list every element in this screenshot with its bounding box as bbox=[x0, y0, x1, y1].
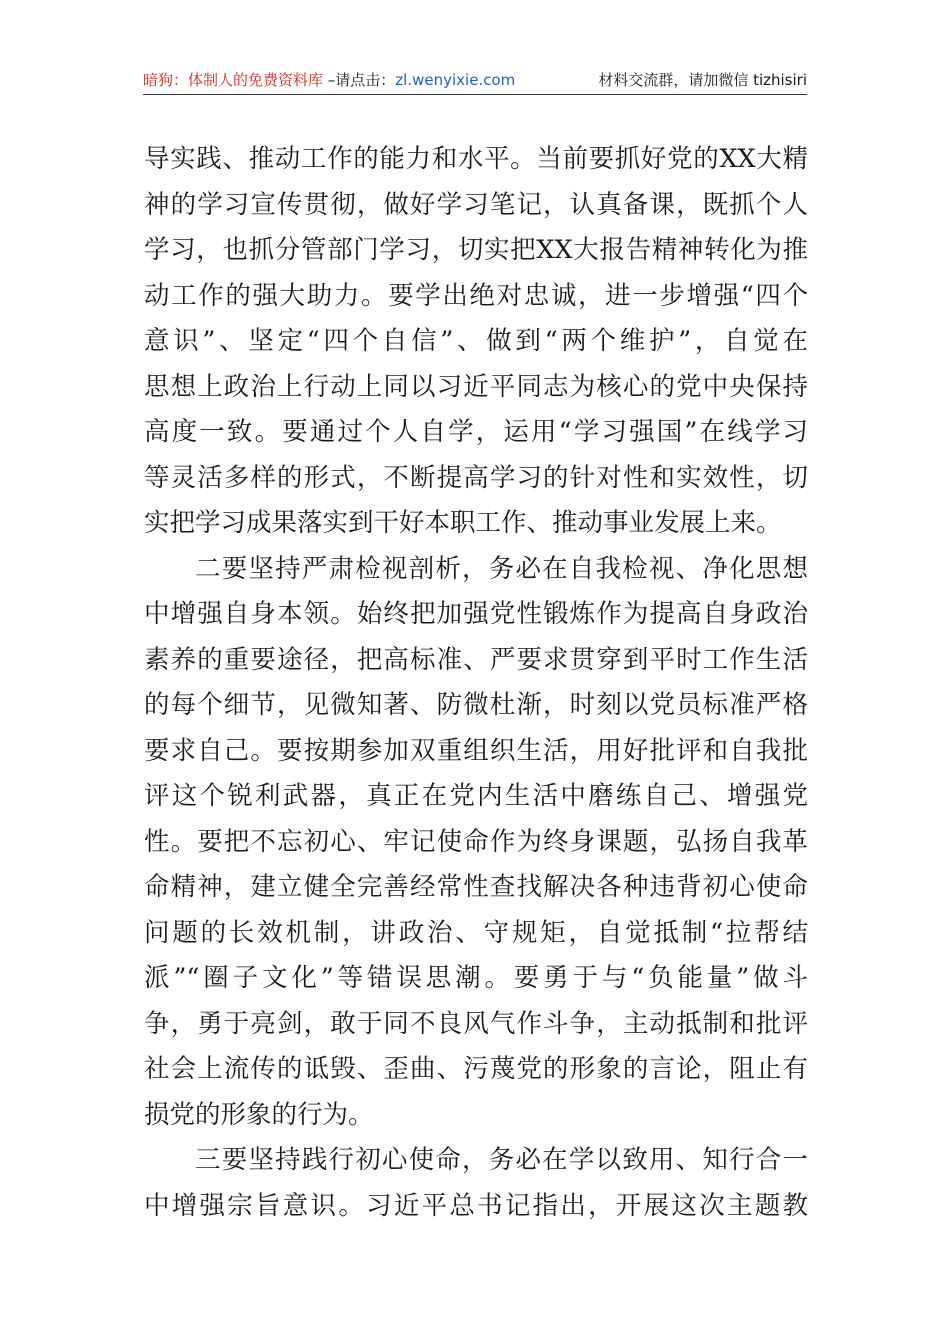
text-line: 神的学习宣传贯彻，做好学习笔记，认真备课，既抓个人 bbox=[144, 189, 808, 220]
text-line: 实把学习成果落实到干好本职工作、推动事业发展上来。 bbox=[144, 508, 782, 538]
paragraph bbox=[144, 547, 808, 1139]
text-line: 素养的重要途径，把高标准、严要求贯穿到平时工作生活 bbox=[144, 644, 808, 675]
text-line: 等灵活多样的形式，不断提高学习的针对性和实效性，切 bbox=[144, 462, 808, 493]
text-line: 中增强宗旨意识。习近平总书记指出，开展这次主题教 bbox=[144, 1190, 808, 1221]
text-line: 导实践、推动工作的能力和水平。当前要抓好党的XX大精 bbox=[144, 144, 808, 174]
text-line: 要求自己。要按期参加双重组织生活，用好批评和自我批 bbox=[144, 735, 808, 766]
text-line: 三要坚持践行初心使命，务必在学以致用、知行合一 bbox=[195, 1145, 808, 1175]
header-click-prompt: –请点击： bbox=[323, 71, 396, 89]
text-line: 损党的形象的行为。 bbox=[144, 1099, 374, 1130]
text-line: 意识”、坚定“四个自信”、做到“两个维护”，自觉在 bbox=[144, 326, 808, 356]
text-line: 命精神，建立健全完善经常性查找解决各种违背初心使命 bbox=[144, 872, 808, 902]
text-line: 性。要把不忘初心、牢记使命作为终身课题，弘扬自我革 bbox=[144, 826, 808, 857]
text-line: 动工作的强大助力。要学出绝对忠诚，进一步增强“四个 bbox=[144, 280, 808, 311]
header-site-name: 暗狗：体制人的免费资料库 bbox=[143, 71, 324, 89]
text-line: 中增强自身本领。始终把加强党性锻炼作为提高自身政治 bbox=[144, 599, 808, 629]
text-line: 派”“圈子文化”等错误思潮。要勇于与“负能量”做斗 bbox=[144, 963, 808, 993]
document-body bbox=[144, 137, 808, 1229]
text-line: 争，勇于亮剑，敢于同不良风气作斗争，主动抵制和批评 bbox=[144, 1008, 808, 1039]
text-line: 的每个细节，见微知著、防微杜渐，时刻以党员标准严格 bbox=[144, 690, 808, 720]
header-link[interactable]: zl.wenyixie.com bbox=[395, 71, 516, 89]
header-wechat-note: 材料交流群，请加微信 tizhisiri bbox=[598, 71, 807, 89]
text-line: 社会上流传的诋毁、歪曲、污蔑党的形象的言论，阻止有 bbox=[144, 1054, 808, 1084]
page-header bbox=[143, 66, 807, 95]
text-line: 评这个锐利武器，真正在党内生活中磨练自己、增强党 bbox=[144, 781, 808, 811]
text-line: 学习，也抓分管部门学习，切实把XX大报告精神转化为推 bbox=[144, 235, 808, 265]
text-line: 问题的长效机制，讲政治、守规矩，自觉抵制“拉帮结 bbox=[144, 917, 808, 948]
text-line: 二要坚持严肃检视剖析，务必在自我检视、净化思想 bbox=[195, 553, 808, 584]
text-line: 高度一致。要通过个人自学，运用“学习强国”在线学习 bbox=[144, 417, 808, 447]
text-line: 思想上政治上行动上同以习近平同志为核心的党中央保持 bbox=[144, 371, 808, 402]
paragraph bbox=[144, 137, 808, 547]
paragraph bbox=[144, 1138, 808, 1229]
